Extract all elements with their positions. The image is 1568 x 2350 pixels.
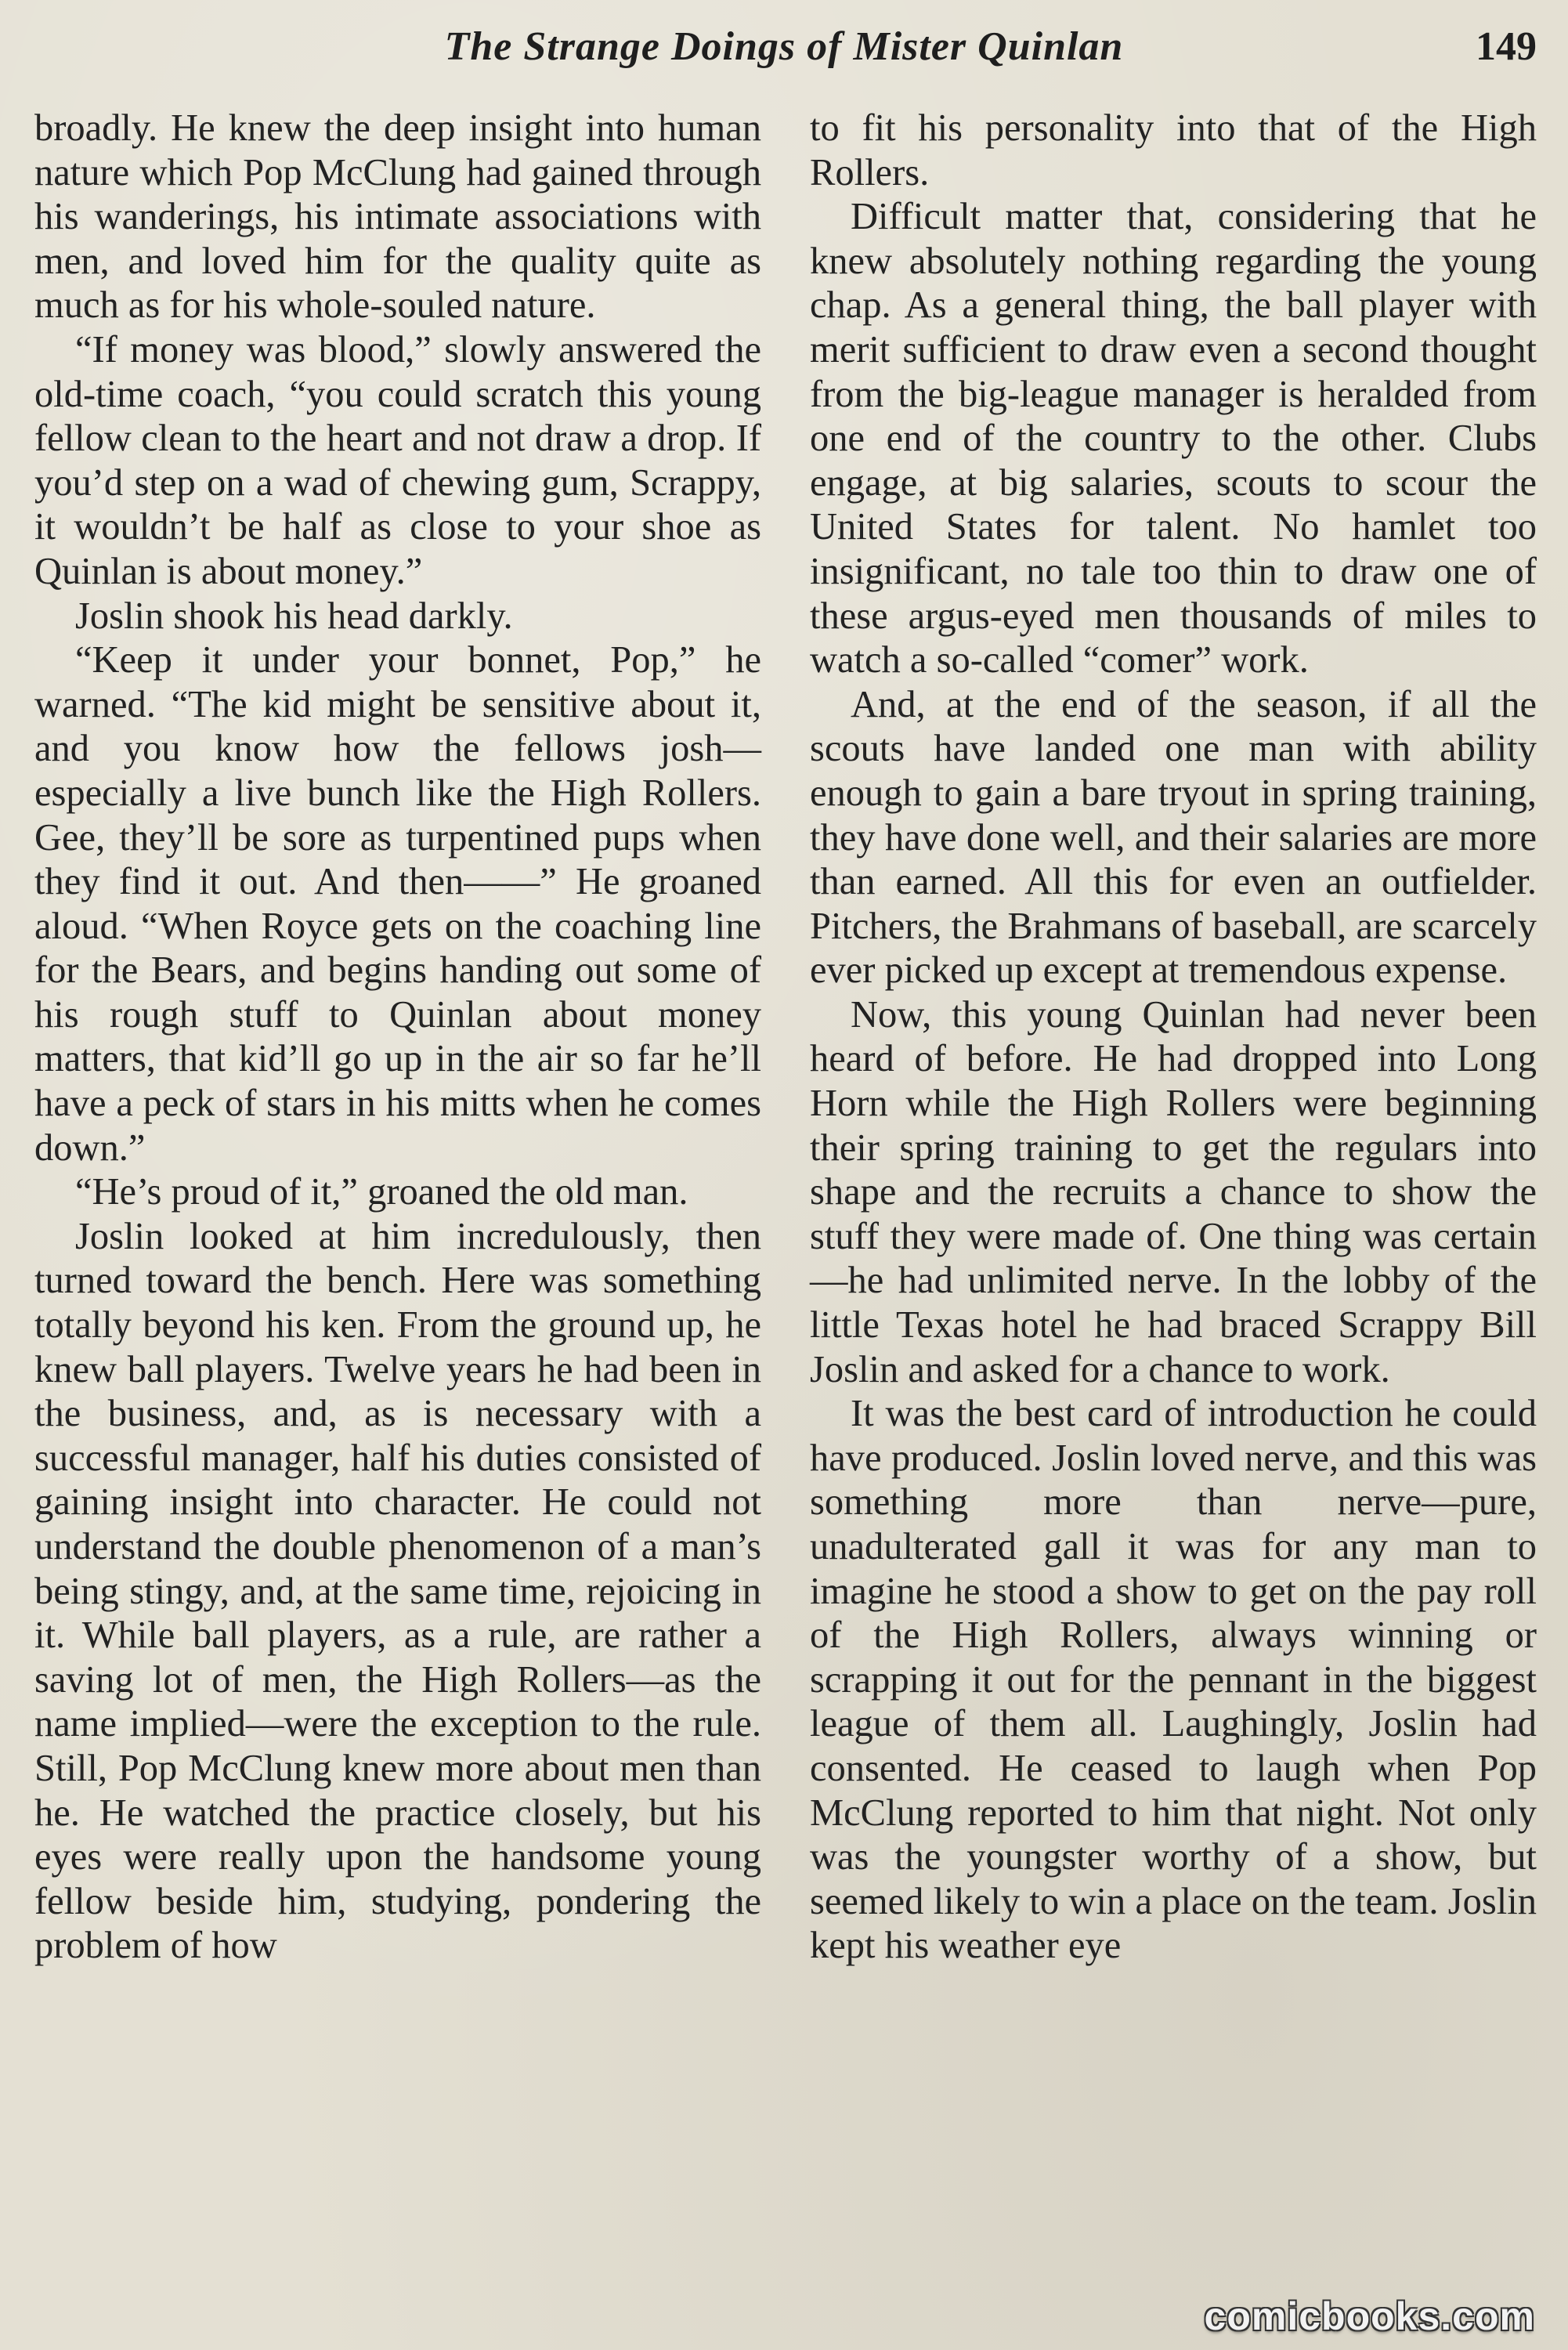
paragraph: “If money was blood,” slowly answered the old-time coach, “you could scratch this young fellow clean to the heart and not draw a drop. If you’d step on a wad of chewing gum, Scrappy, it wouldn’t be half as close to your shoe as Quinlan is about money.”	[34, 328, 761, 592]
paragraph: “He’s proud of it,” groaned the old man.	[75, 1171, 688, 1213]
site-watermark: comicbooks.com	[1204, 2294, 1535, 2338]
paragraph: “Keep it under your bonnet, Pop,” he warned. “The kid might be sensitive about it, and you know how the fellows josh—especially a live bunch like the High Rollers. Gee, they’ll be sore as turpentined pups when they find it out. And then——” He groaned aloud. “When Royce gets on the coaching line for the Bears, and begins handing out some of his rough stuff to Quinlan about money matters, that kid’ll go up in the air so far he’ll have a peck of stars in his mitts when he comes down.”	[34, 639, 761, 1169]
page-header	[31, 24, 1537, 78]
left-column	[34, 107, 761, 1969]
paragraph: Joslin shook his head darkly.	[75, 595, 513, 637]
page-number: 149	[1476, 24, 1537, 69]
paragraph: Difficult matter that, considering that he knew absolutely nothing regarding the young chap. As a general thing, the ball player with merit sufficient to draw even a second thought from the big-league manager is heralded from one end of the country to the other. Clubs engage, at big salaries, scouts to scour the United States for talent. No hamlet too insignificant, no tale too thin to draw one of these argus-eyed men thousands of miles to watch a so-called “comer” work.	[810, 196, 1537, 682]
paragraph: to fit his personality into that of the High Rollers.	[810, 107, 1537, 193]
right-column	[810, 107, 1537, 1969]
paragraph: broadly. He knew the deep insight into human nature which Pop McClung had gained through his wanderings, his intimate associations with men, and loved him for the quality quite as much as for his whole-souled nature.	[34, 107, 761, 327]
paragraph: It was the best card of introduction he could have produced. Joslin loved nerve, and this was something more than nerve—pure, unadulterated gall it was for any man to imagine he stood a show to get on the pay roll of the High Rollers, always winning or scrapping it out for the pennant in the biggest league of them all. Laughingly, Joslin had consented. He ceased to laugh when Pop McClung reported to him that night. Not only was the youngster worthy of a show, but seemed likely to win a place on the team. Joslin kept his weather eye	[810, 1393, 1537, 1967]
paragraph: And, at the end of the season, if all the scouts have landed one man with ability enough to gain a bare tryout in spring training, they have done well, and their salaries are more than earned. All this for even an outfielder. Pitchers, the Brahmans of baseball, are scarcely ever picked up except at tremendous expense.	[810, 683, 1537, 992]
running-title: The Strange Doings of Mister Quinlan	[444, 24, 1124, 69]
paragraph: Joslin looked at him incredulously, then turned toward the bench. Here was something totally beyond his ken. From the ground up, he knew ball players. Twelve years he had been in the business, and, as is necessary with a successful manager, half his duties consisted of gaining insight into character. He could not understand the double phenomenon of a man’s being stingy, and, at the same time, rejoicing in it. While ball players, as a rule, are rather a saving lot of men, the High Rollers—as the name implied—were the exception to the rule. Still, Pop McClung knew more about men than he. He watched the practice closely, but his eyes were really upon the handsome young fellow beside him, studying, pondering the problem of how	[34, 1215, 761, 1967]
paragraph: Now, this young Quinlan had never been heard of before. He had dropped into Long Horn while the High Rollers were beginning their spring training to get the regulars into shape and the recruits a chance to show the stuff they were made of. One thing was certain —he had unlimited nerve. In the lobby of the little Texas hotel he had braced Scrappy Bill Joslin and asked for a chance to work.	[810, 993, 1537, 1390]
